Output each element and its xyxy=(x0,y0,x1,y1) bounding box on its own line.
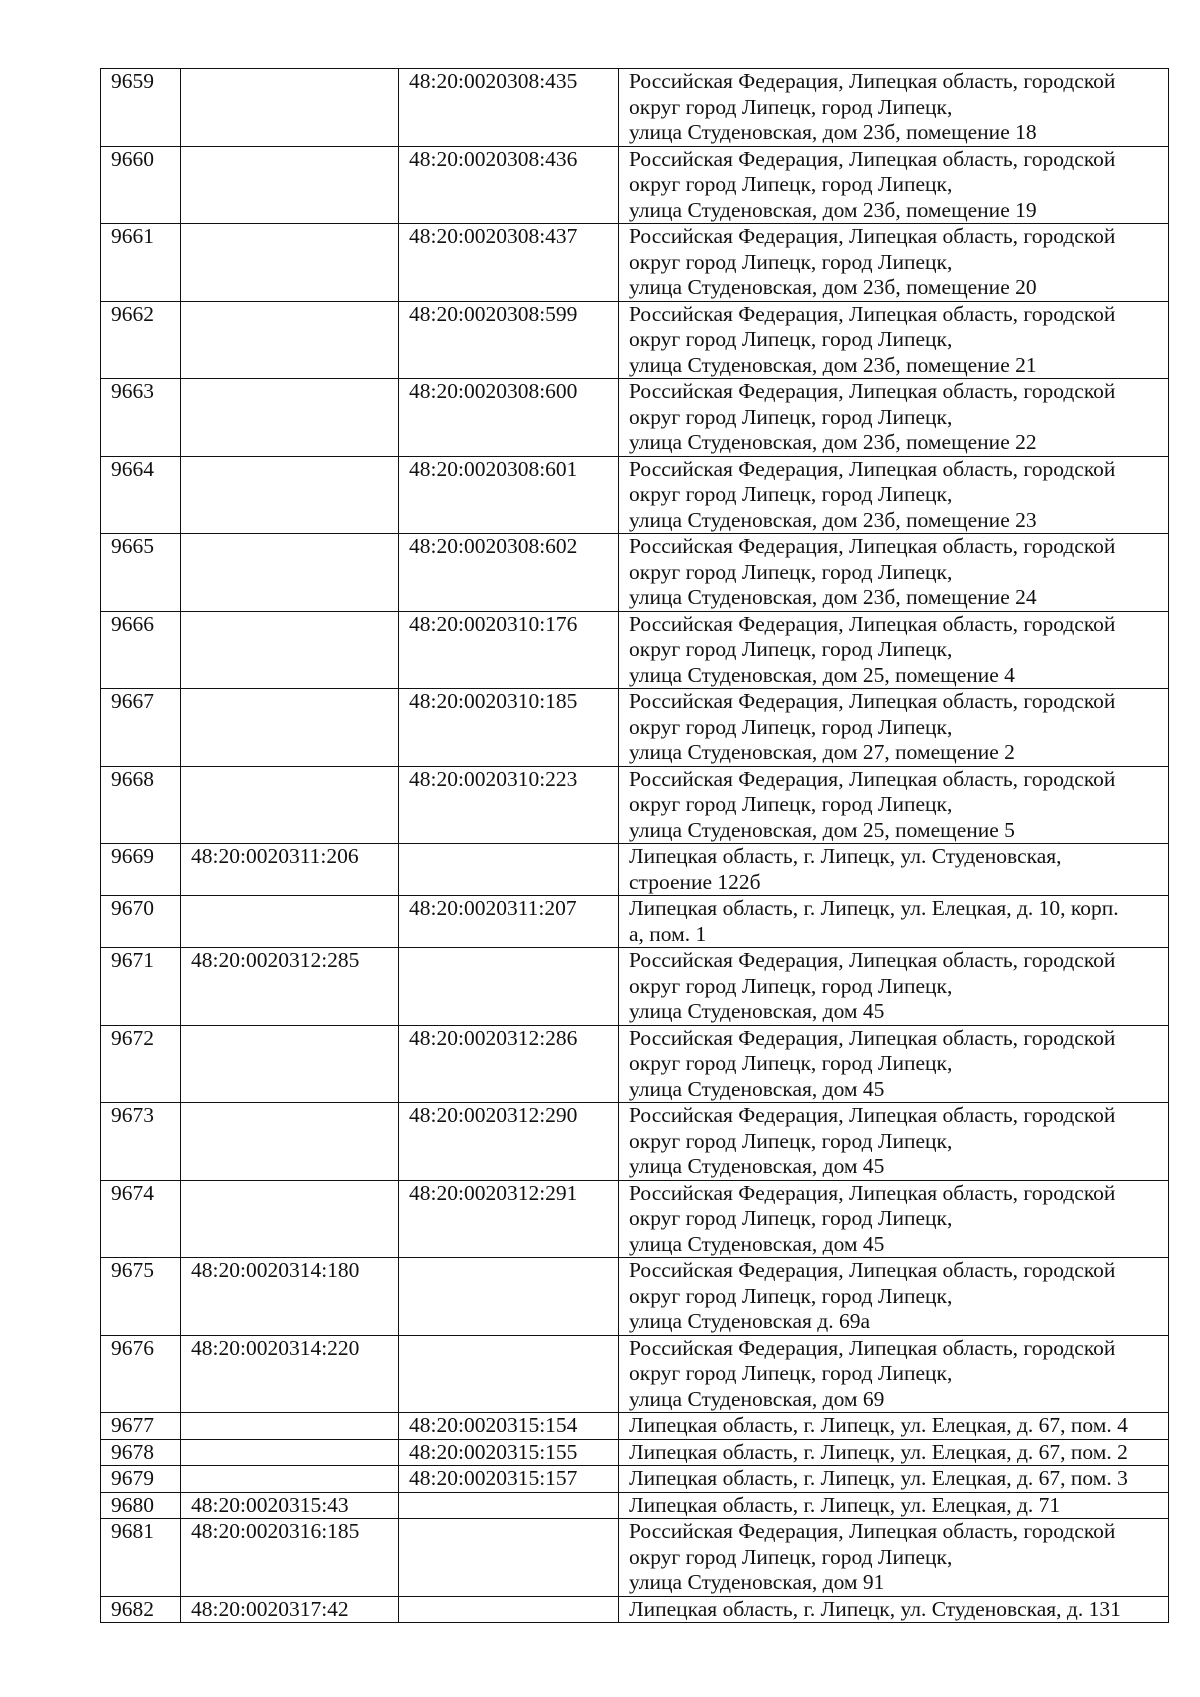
object-cadastral-number-cell xyxy=(399,1335,619,1413)
land-cadastral-number-cell: 48:20:0020311:206 xyxy=(181,844,399,896)
address-cell: Липецкая область, г. Липецк, ул. Студеновская, д. 131 xyxy=(619,1596,1169,1623)
row-number-cell: 9681 xyxy=(101,1519,181,1597)
table-row xyxy=(101,1596,1169,1623)
address-cell: Липецкая область, г. Липецк, ул. Студеновская, строение 122б xyxy=(619,844,1169,896)
table-row xyxy=(101,534,1169,612)
table-row xyxy=(101,146,1169,224)
address-cell: Российская Федерация, Липецкая область, городской округ город Липецк, город Липецк, улица Студеновская, дом 45 xyxy=(619,1180,1169,1258)
object-cadastral-number-cell: 48:20:0020308:435 xyxy=(399,69,619,147)
land-cadastral-number-cell xyxy=(181,379,399,457)
row-number-cell: 9668 xyxy=(101,766,181,844)
row-number-cell: 9664 xyxy=(101,456,181,534)
object-cadastral-number-cell: 48:20:0020308:599 xyxy=(399,301,619,379)
land-cadastral-number-cell xyxy=(181,1466,399,1493)
registry-table xyxy=(100,68,1169,1623)
table-row xyxy=(101,1025,1169,1103)
address-cell: Российская Федерация, Липецкая область, городской округ город Липецк, город Липецк, улица Студеновская, дом 45 xyxy=(619,1103,1169,1181)
land-cadastral-number-cell xyxy=(181,689,399,767)
row-number-cell: 9666 xyxy=(101,611,181,689)
table-row xyxy=(101,844,1169,896)
object-cadastral-number-cell xyxy=(399,844,619,896)
land-cadastral-number-cell xyxy=(181,1180,399,1258)
address-cell: Липецкая область, г. Липецк, ул. Елецкая, д. 67, пом. 2 xyxy=(619,1439,1169,1466)
address-cell: Российская Федерация, Липецкая область, городской округ город Липецк, город Липецк, улица Студеновская, дом 23б, помещение 19 xyxy=(619,146,1169,224)
row-number-cell: 9667 xyxy=(101,689,181,767)
land-cadastral-number-cell xyxy=(181,69,399,147)
table-row xyxy=(101,224,1169,302)
object-cadastral-number-cell xyxy=(399,1596,619,1623)
table-row xyxy=(101,766,1169,844)
object-cadastral-number-cell: 48:20:0020312:286 xyxy=(399,1025,619,1103)
object-cadastral-number-cell xyxy=(399,1492,619,1519)
row-number-cell: 9674 xyxy=(101,1180,181,1258)
row-number-cell: 9672 xyxy=(101,1025,181,1103)
table-row xyxy=(101,301,1169,379)
table-row xyxy=(101,1103,1169,1181)
registry-body xyxy=(101,69,1169,1623)
address-cell: Российская Федерация, Липецкая область, городской округ город Липецк, город Липецк, улица Студеновская, дом 45 xyxy=(619,948,1169,1026)
table-row xyxy=(101,948,1169,1026)
row-number-cell: 9680 xyxy=(101,1492,181,1519)
address-cell: Российская Федерация, Липецкая область, городской округ город Липецк, город Липецк, улица Студеновская, дом 25, помещение 4 xyxy=(619,611,1169,689)
table-row xyxy=(101,379,1169,457)
address-cell: Липецкая область, г. Липецк, ул. Елецкая, д. 67, пом. 4 xyxy=(619,1413,1169,1440)
land-cadastral-number-cell xyxy=(181,611,399,689)
table-row xyxy=(101,1258,1169,1336)
row-number-cell: 9677 xyxy=(101,1413,181,1440)
land-cadastral-number-cell xyxy=(181,301,399,379)
object-cadastral-number-cell: 48:20:0020312:290 xyxy=(399,1103,619,1181)
object-cadastral-number-cell: 48:20:0020308:600 xyxy=(399,379,619,457)
address-cell: Российская Федерация, Липецкая область, городской округ город Липецк, город Липецк, улица Студеновская, дом 69 xyxy=(619,1335,1169,1413)
land-cadastral-number-cell: 48:20:0020315:43 xyxy=(181,1492,399,1519)
address-cell: Российская Федерация, Липецкая область, городской округ город Липецк, город Липецк, улица Студеновская, дом 91 xyxy=(619,1519,1169,1597)
land-cadastral-number-cell xyxy=(181,146,399,224)
address-cell: Российская Федерация, Липецкая область, городской округ город Липецк, город Липецк, улица Студеновская, дом 27, помещение 2 xyxy=(619,689,1169,767)
row-number-cell: 9678 xyxy=(101,1439,181,1466)
land-cadastral-number-cell xyxy=(181,1025,399,1103)
land-cadastral-number-cell: 48:20:0020312:285 xyxy=(181,948,399,1026)
table-row xyxy=(101,456,1169,534)
land-cadastral-number-cell xyxy=(181,534,399,612)
object-cadastral-number-cell: 48:20:0020308:602 xyxy=(399,534,619,612)
land-cadastral-number-cell xyxy=(181,456,399,534)
land-cadastral-number-cell xyxy=(181,896,399,948)
row-number-cell: 9670 xyxy=(101,896,181,948)
row-number-cell: 9682 xyxy=(101,1596,181,1623)
address-cell: Российская Федерация, Липецкая область, городской округ город Липецк, город Липецк, улица Студеновская, дом 23б, помещение 22 xyxy=(619,379,1169,457)
table-row xyxy=(101,69,1169,147)
object-cadastral-number-cell: 48:20:0020310:185 xyxy=(399,689,619,767)
table-row xyxy=(101,1335,1169,1413)
row-number-cell: 9659 xyxy=(101,69,181,147)
address-cell: Российская Федерация, Липецкая область, городской округ город Липецк, город Липецк, улица Студеновская, дом 25, помещение 5 xyxy=(619,766,1169,844)
object-cadastral-number-cell: 48:20:0020315:157 xyxy=(399,1466,619,1493)
object-cadastral-number-cell: 48:20:0020308:436 xyxy=(399,146,619,224)
row-number-cell: 9679 xyxy=(101,1466,181,1493)
address-cell: Липецкая область, г. Липецк, ул. Елецкая, д. 71 xyxy=(619,1492,1169,1519)
object-cadastral-number-cell xyxy=(399,1519,619,1597)
object-cadastral-number-cell: 48:20:0020310:223 xyxy=(399,766,619,844)
table-row xyxy=(101,1439,1169,1466)
row-number-cell: 9660 xyxy=(101,146,181,224)
object-cadastral-number-cell xyxy=(399,948,619,1026)
table-row xyxy=(101,689,1169,767)
object-cadastral-number-cell xyxy=(399,1258,619,1336)
object-cadastral-number-cell: 48:20:0020308:601 xyxy=(399,456,619,534)
address-cell: Липецкая область, г. Липецк, ул. Елецкая, д. 67, пом. 3 xyxy=(619,1466,1169,1493)
object-cadastral-number-cell: 48:20:0020311:207 xyxy=(399,896,619,948)
row-number-cell: 9673 xyxy=(101,1103,181,1181)
row-number-cell: 9663 xyxy=(101,379,181,457)
table-row xyxy=(101,611,1169,689)
table-row xyxy=(101,896,1169,948)
address-cell: Российская Федерация, Липецкая область, городской округ город Липецк, город Липецк, улица Студеновская, дом 23б, помещение 24 xyxy=(619,534,1169,612)
row-number-cell: 9675 xyxy=(101,1258,181,1336)
land-cadastral-number-cell xyxy=(181,1103,399,1181)
object-cadastral-number-cell: 48:20:0020312:291 xyxy=(399,1180,619,1258)
table-row xyxy=(101,1519,1169,1597)
table-row xyxy=(101,1413,1169,1440)
land-cadastral-number-cell xyxy=(181,766,399,844)
object-cadastral-number-cell: 48:20:0020315:155 xyxy=(399,1439,619,1466)
object-cadastral-number-cell: 48:20:0020308:437 xyxy=(399,224,619,302)
address-cell: Российская Федерация, Липецкая область, городской округ город Липецк, город Липецк, улица Студеновская, дом 23б, помещение 21 xyxy=(619,301,1169,379)
row-number-cell: 9669 xyxy=(101,844,181,896)
row-number-cell: 9671 xyxy=(101,948,181,1026)
address-cell: Российская Федерация, Липецкая область, городской округ город Липецк, город Липецк, улица Студеновская, дом 23б, помещение 23 xyxy=(619,456,1169,534)
address-cell: Липецкая область, г. Липецк, ул. Елецкая, д. 10, корп. а, пом. 1 xyxy=(619,896,1169,948)
address-cell: Российская Федерация, Липецкая область, городской округ город Липецк, город Липецк, улица Студеновская, дом 23б, помещение 18 xyxy=(619,69,1169,147)
address-cell: Российская Федерация, Липецкая область, городской округ город Липецк, город Липецк, улица Студеновская, дом 45 xyxy=(619,1025,1169,1103)
object-cadastral-number-cell: 48:20:0020310:176 xyxy=(399,611,619,689)
object-cadastral-number-cell: 48:20:0020315:154 xyxy=(399,1413,619,1440)
table-row xyxy=(101,1492,1169,1519)
table-row xyxy=(101,1180,1169,1258)
land-cadastral-number-cell xyxy=(181,1413,399,1440)
land-cadastral-number-cell: 48:20:0020314:220 xyxy=(181,1335,399,1413)
address-cell: Российская Федерация, Липецкая область, городской округ город Липецк, город Липецк, улица Студеновская, дом 23б, помещение 20 xyxy=(619,224,1169,302)
land-cadastral-number-cell xyxy=(181,224,399,302)
land-cadastral-number-cell: 48:20:0020316:185 xyxy=(181,1519,399,1597)
address-cell: Российская Федерация, Липецкая область, городской округ город Липецк, город Липецк, улица Студеновская д. 69а xyxy=(619,1258,1169,1336)
table-row xyxy=(101,1466,1169,1493)
row-number-cell: 9665 xyxy=(101,534,181,612)
land-cadastral-number-cell: 48:20:0020317:42 xyxy=(181,1596,399,1623)
row-number-cell: 9676 xyxy=(101,1335,181,1413)
land-cadastral-number-cell xyxy=(181,1439,399,1466)
land-cadastral-number-cell: 48:20:0020314:180 xyxy=(181,1258,399,1336)
row-number-cell: 9661 xyxy=(101,224,181,302)
row-number-cell: 9662 xyxy=(101,301,181,379)
